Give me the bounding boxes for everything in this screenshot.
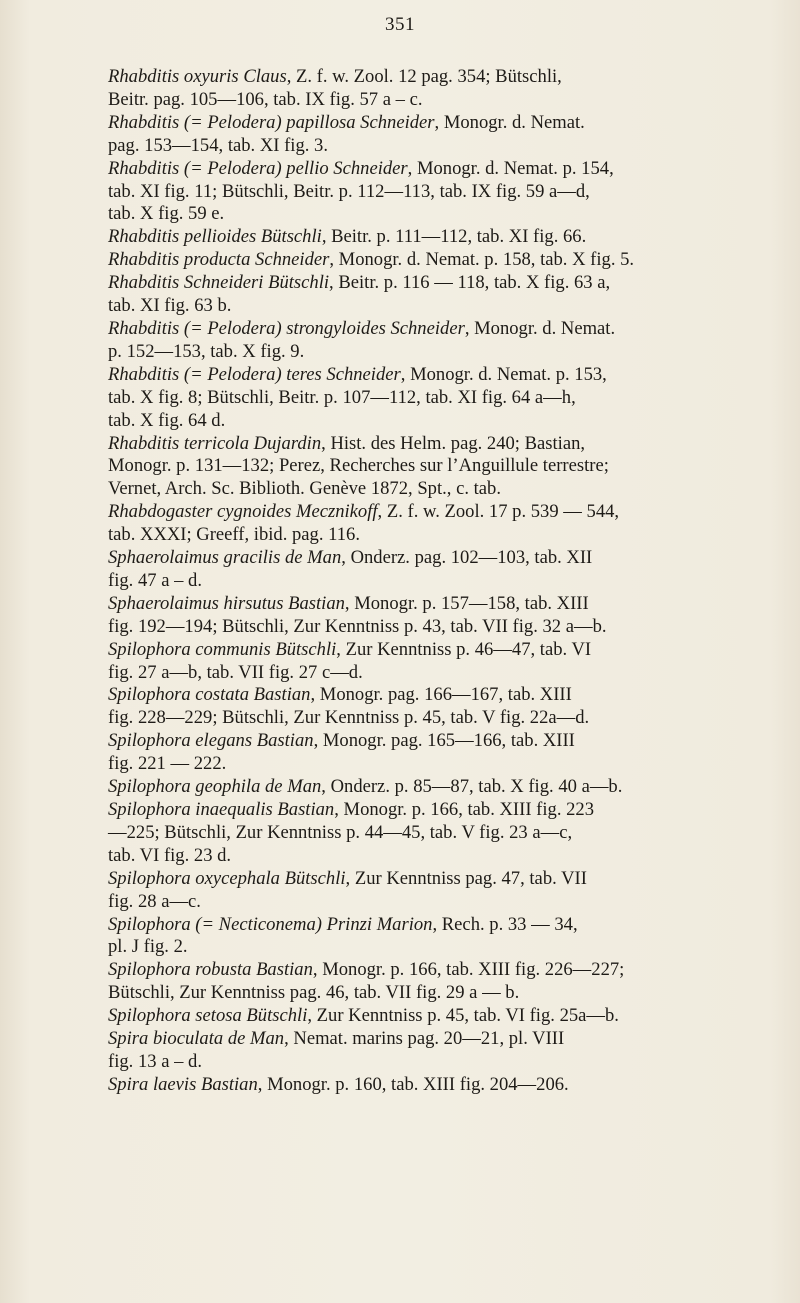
entry-line: [108, 249, 780, 272]
reference-text: pag. 153—154, tab. XI fig. 3.: [108, 134, 328, 156]
bibliography-entry: [108, 799, 780, 868]
entry-line: [108, 959, 780, 982]
reference-text: , Monogr. pag. 166—167, tab. XIII: [310, 684, 572, 706]
bibliography-entry: [108, 776, 780, 799]
species-name: Spilophora inaequalis Bastian: [108, 799, 335, 820]
bibliography-entry: [108, 364, 780, 433]
reference-text: , Monogr. d. Nemat. p. 153,: [400, 363, 607, 385]
entry-line: [108, 1005, 780, 1028]
entry-line: [108, 340, 780, 364]
reference-text: tab. XI fig. 11; Bütschli, Beitr. p. 112—113, tab. IX fig. 59 a—d,: [108, 180, 590, 202]
reference-text: fig. 28 a—c.: [108, 890, 201, 912]
bibliography-entry: [108, 1074, 780, 1097]
species-name: Rhabditis producta Schneider: [108, 249, 330, 271]
reference-text: p. 152—153, tab. X fig. 9.: [108, 340, 305, 362]
reference-text: , Beitr. p. 111—112, tab. XI fig. 66.: [321, 226, 587, 248]
reference-text: pl. J fig. 2.: [108, 936, 188, 958]
entry-line: [108, 157, 780, 181]
species-name: Spilophora geophila de Man: [108, 776, 322, 798]
reference-text: , Zur Kenntniss p. 46—47, tab. VI: [336, 638, 592, 660]
bibliography-entry: [108, 158, 780, 227]
reference-text: , Monogr. p. 166, tab. XIII fig. 223: [334, 799, 595, 820]
bibliography-entry: [108, 914, 780, 960]
bibliography-entry: [108, 1005, 780, 1028]
species-name: Spilophora elegans Bastian: [108, 730, 314, 752]
species-name: Spilophora oxycephala Bütschli: [108, 867, 346, 889]
species-name: Rhabdogaster cygnoides Mecznikoff: [108, 501, 378, 523]
entry-line: [108, 707, 780, 730]
page-number: 351: [385, 14, 415, 35]
entry-line: [108, 363, 780, 387]
reference-text: , Monogr. p. 166, tab. XIII fig. 226—227;: [312, 959, 625, 981]
species-name: Spilophora robusta Bastian: [108, 959, 313, 981]
reference-text: tab. X fig. 8; Bütschli, Beitr. p. 107—112, tab. XI fig. 64 a—h,: [108, 386, 576, 408]
species-name: Spilophora costata Bastian: [108, 684, 311, 706]
entry-line: [108, 272, 780, 295]
reference-text: , Hist. des Helm. pag. 240; Bastian,: [321, 432, 586, 454]
species-name: Rhabditis terricola Dujardin: [108, 432, 322, 454]
entry-line: [108, 478, 780, 501]
bibliography-entry: [108, 501, 780, 547]
entry-line: [108, 684, 780, 707]
reference-text: , Nemat. marins pag. 20—21, pl. VIII: [284, 1028, 565, 1050]
entry-line: [108, 386, 780, 410]
reference-text: Beitr. pag. 105—106, tab. IX fig. 57 a – c.: [108, 88, 423, 110]
species-name: Rhabditis pellioides Bütschli: [108, 226, 322, 248]
bibliography-entry: [108, 730, 780, 776]
species-name: Rhabditis oxyuris Claus: [108, 66, 287, 87]
reference-text: , Zur Kenntniss p. 45, tab. VI fig. 25a—b.: [307, 1005, 619, 1027]
entry-line: [108, 501, 780, 524]
bibliography-entry: [108, 318, 780, 364]
reference-text: tab. X fig. 59 e.: [108, 203, 225, 225]
entry-line: [108, 592, 780, 616]
entry-line: [108, 615, 780, 639]
entry-line: [108, 1028, 780, 1051]
entry-line: [108, 88, 780, 112]
reference-text: tab. XXXI; Greeff, ibid. pag. 116.: [108, 524, 360, 546]
reference-text: Bütschli, Zur Kenntniss pag. 46, tab. VII fig. 29 a — b.: [108, 982, 520, 1004]
entry-line: [108, 936, 780, 959]
entry-line: [108, 455, 780, 478]
entry-line: [108, 180, 780, 204]
bibliography-entry: [108, 66, 780, 112]
entry-line: [108, 432, 780, 456]
species-name: Spilophora (= Necticonema) Prinzi Marion: [108, 913, 433, 935]
entry-line: [108, 295, 780, 318]
reference-text: tab. VI fig. 23 d.: [108, 844, 232, 866]
species-name: Spira laevis Bastian: [108, 1073, 258, 1095]
entry-line: [108, 1050, 780, 1074]
entry-line: [108, 913, 780, 937]
entry-line: [108, 569, 780, 593]
reference-text: , Monogr. d. Nemat.: [464, 317, 616, 339]
entry-line: [108, 409, 780, 433]
bibliography-entry: [108, 593, 780, 639]
reference-text: fig. 13 a – d.: [108, 1050, 202, 1072]
species-name: Rhabditis Schneideri Bütschli: [108, 272, 330, 294]
species-name: Rhabditis (= Pelodera) teres Schneider: [108, 363, 401, 385]
bibliography-entry: [108, 547, 780, 593]
species-name: Sphaerolaimus hirsutus Bastian: [108, 592, 345, 614]
reference-text: , Beitr. p. 116 — 118, tab. X fig. 63 a,: [329, 272, 611, 294]
reference-text: , Zur Kenntniss pag. 47, tab. VII: [345, 867, 587, 889]
bibliography-entry: [108, 1028, 780, 1074]
reference-text: , Monogr. d. Nemat. p. 154,: [407, 157, 614, 179]
entry-line: [108, 730, 780, 753]
bibliography-list: [108, 66, 780, 1097]
reference-text: , Monogr. p. 157—158, tab. XIII: [344, 592, 589, 614]
species-name: Sphaerolaimus gracilis de Man: [108, 547, 342, 569]
entry-line: [108, 799, 780, 822]
entry-line: [108, 317, 780, 341]
entry-line: [108, 753, 780, 776]
entry-line: [108, 203, 780, 226]
bibliography-entry: [108, 249, 780, 272]
reference-text: , Monogr. d. Nemat. p. 158, tab. X fig. 5.: [329, 249, 635, 271]
reference-text: fig. 27 a—b, tab. VII fig. 27 c—d.: [108, 661, 363, 683]
reference-text: —225; Bütschli, Zur Kenntniss p. 44—45, tab. V fig. 23 a—c,: [108, 821, 573, 843]
bibliography-entry: [108, 868, 780, 914]
entry-line: [108, 638, 780, 662]
entry-line: [108, 134, 780, 158]
reference-text: fig. 228—229; Bütschli, Zur Kenntniss p. 45, tab. V fig. 22a—d.: [108, 707, 590, 729]
species-name: Spilophora setosa Bütschli: [108, 1005, 308, 1027]
reference-text: , Monogr. pag. 165—166, tab. XIII: [313, 730, 575, 752]
species-name: Rhabditis (= Pelodera) strongyloides Schneider: [108, 317, 465, 339]
bibliography-entry: [108, 226, 780, 249]
entry-line: [108, 776, 780, 799]
species-name: Rhabditis (= Pelodera) pellio Schneider: [108, 157, 408, 179]
entry-line: [108, 982, 780, 1005]
bibliography-entry: [108, 684, 780, 730]
entry-line: [108, 111, 780, 135]
bibliography-entry: [108, 272, 780, 318]
reference-text: fig. 47 a – d.: [108, 569, 202, 591]
entry-line: [108, 890, 780, 914]
bibliography-entry: [108, 639, 780, 685]
entry-line: [108, 1073, 780, 1097]
reference-text: Monogr. p. 131—132; Perez, Recherches sur l’Anguillule terrestre;: [108, 455, 609, 477]
entry-line: [108, 867, 780, 891]
reference-text: , Rech. p. 33 — 34,: [432, 913, 578, 935]
entry-line: [108, 821, 780, 845]
reference-text: , Onderz. pag. 102—103, tab. XII: [341, 547, 593, 569]
reference-text: , Monogr. p. 160, tab. XIII fig. 204—206.: [257, 1073, 569, 1095]
reference-text: tab. X fig. 64 d.: [108, 409, 226, 431]
entry-line: [108, 844, 780, 868]
reference-text: tab. XI fig. 63 b.: [108, 295, 232, 317]
entry-line: [108, 66, 780, 89]
bibliography-entry: [108, 433, 780, 502]
entry-line: [108, 524, 780, 547]
bibliography-entry: [108, 959, 780, 1005]
entry-line: [108, 547, 780, 570]
reference-text: , Onderz. p. 85—87, tab. X fig. 40 a—b.: [321, 776, 623, 798]
reference-text: fig. 192—194; Bütschli, Zur Kenntniss p. 43, tab. VII fig. 32 a—b.: [108, 615, 607, 637]
entry-line: [108, 661, 780, 685]
reference-text: , Monogr. d. Nemat.: [434, 111, 585, 133]
entry-line: [108, 226, 780, 249]
reference-text: Vernet, Arch. Sc. Biblioth. Genève 1872, Spt., c. tab.: [108, 478, 501, 500]
species-name: Spira bioculata de Man: [108, 1028, 285, 1050]
species-name: Spilophora communis Bütschli: [108, 638, 337, 660]
species-name: Rhabditis (= Pelodera) papillosa Schneider: [108, 111, 435, 133]
reference-text: , Z. f. w. Zool. 17 p. 539 — 544,: [377, 501, 620, 523]
bibliography-entry: [108, 112, 780, 158]
reference-text: , Z. f. w. Zool. 12 pag. 354; Bütschli,: [286, 66, 562, 87]
reference-text: fig. 221 — 222.: [108, 753, 227, 775]
